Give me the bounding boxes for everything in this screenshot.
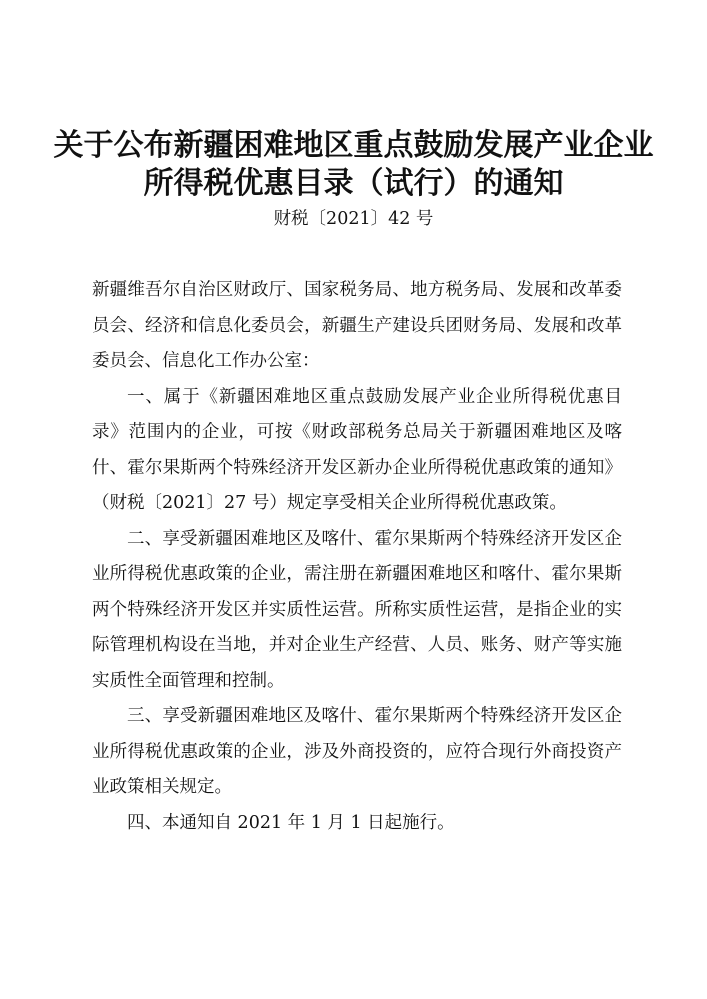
document-number: 财税〔2021〕42 号 — [273, 209, 434, 229]
addressee: 新疆维吾尔自治区财政厅、国家税务局、地方税务局、发展和改革委员会、经济和信息化委员会，新疆生产建设兵团财务局、发展和改革委员会、信息化工作办公室： — [92, 280, 622, 371]
document-title-line-1: 关于公布新疆困难地区重点鼓励发展产业企业 — [53, 128, 654, 163]
paragraph-4: 四、本通知自 2021 年 1 月 1 日起施行。 — [127, 812, 455, 833]
paragraph-2: 二、享受新疆困难地区及喀什、霍尔果斯两个特殊经济开发区企业所得税优惠政策的企业，需注册在新疆困难地区和喀什、霍尔果斯两个特殊经济开发区并实质性运营。所称实质性运营，是指企业的实际管理机构设在当地，并对企业生产经营、人员、账务、财产等实施实质性全面管理和控制。 — [92, 528, 622, 691]
document-title-line-2: 所得税优惠目录（试行）的通知 — [143, 166, 564, 201]
paragraph-3: 三、享受新疆困难地区及喀什、霍尔果斯两个特殊经济开发区企业所得税优惠政策的企业，涉及外商投资的，应符合现行外商投资产业政策相关规定。 — [92, 706, 622, 797]
document-body — [92, 273, 622, 841]
paragraph-1: 一、属于《新疆困难地区重点鼓励发展产业企业所得税优惠目录》范围内的企业，可按《财政部税务总局关于新疆困难地区及喀什、霍尔果斯两个特殊经济开发区新办企业所得税优惠政策的通知》（财税〔2021〕27 号）规定享受相关企业所得税优惠政策。 — [92, 386, 622, 513]
